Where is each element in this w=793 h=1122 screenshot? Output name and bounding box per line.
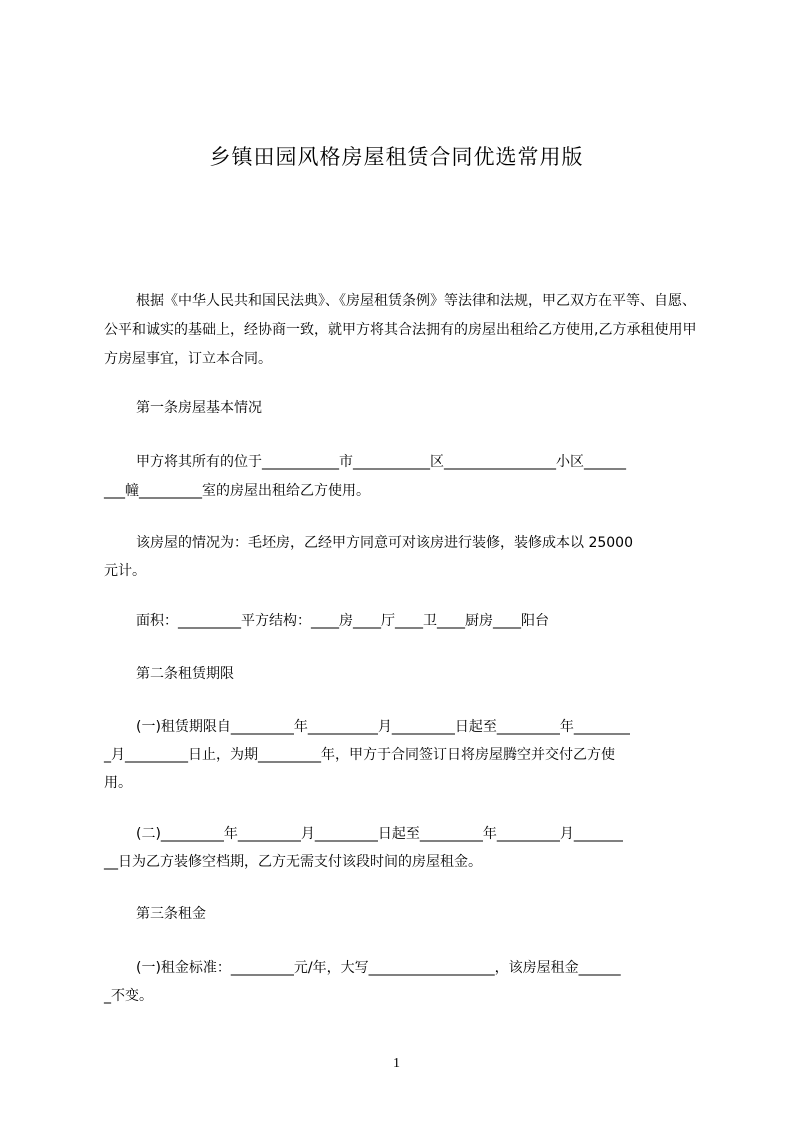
location-line-1: 甲方将其所有的位于___________市___________区________________小区______ [136, 454, 626, 470]
preamble-paragraph: 根据《中华人民共和国民法典》、《房屋租赁条例》等法律和法规，甲乙双方在平等、自愿、公平和诚实的基础上，经协商一致，就甲方将其合法拥有的房屋出租给乙方使用,乙方承租使用甲方房屋事宜，订立本合同。 [104, 293, 697, 367]
term1-line-3: 用。 [104, 775, 132, 791]
area-line: 面积：_________平方结构：____房____厅____卫____厨房____阳台 [136, 613, 549, 629]
term2-line-2: __日为乙方装修空档期，乙方无需支付该段时间的房屋租金。 [104, 854, 482, 870]
rent-line-2: _不变。 [104, 988, 153, 1004]
location-line-2: ___幢_________室的房屋出租给乙方使用。 [104, 483, 370, 499]
rent-line-1: (一)租金标准：_________元/年，大写__________________，该房屋租金______ [136, 960, 621, 976]
page-number: 1 [393, 1056, 400, 1071]
term2-line-1: (二)_________年_________月_________日起至_________年_________月_______ [136, 826, 623, 842]
article3-heading: 第三条租金 [136, 906, 206, 922]
term1-line-2: _月_________日止，为期_________年，甲方于合同签订日将房屋腾空并交付乙方使 [104, 747, 615, 763]
term1-line-1: (一)租赁期限自_________年__________月_________日起至_________年________ [136, 719, 630, 735]
condition-line-1: 该房屋的情况为：毛坯房，乙经甲方同意可对该房进行装修，装修成本以 25000 [136, 535, 633, 551]
condition-line-2: 元计。 [104, 563, 146, 579]
page-title: 乡镇田园风格房屋租赁合同优选常用版 [209, 145, 584, 169]
article2-heading: 第二条租赁期限 [136, 666, 234, 682]
article1-heading: 第一条房屋基本情况 [136, 400, 262, 416]
